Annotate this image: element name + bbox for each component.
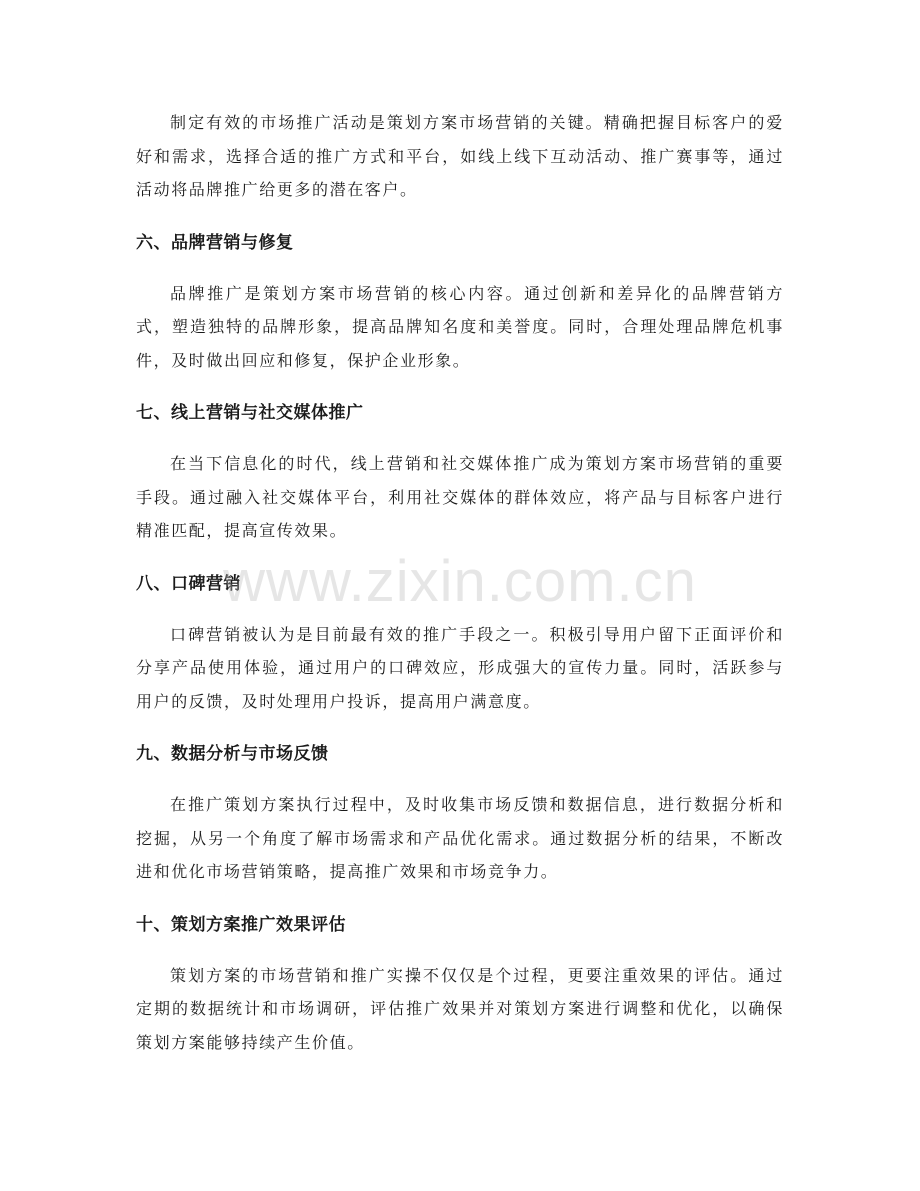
watermark-text: www.zixin.com.cn	[223, 549, 697, 614]
intro-paragraph: 制定有效的市场推广活动是策划方案市场营销的关键。精确把握目标客户的爱好和需求，选择合适的推广方式和平台，如线上线下互动活动、推广赛事等，通过活动将品牌推广给更多的潜在客户。	[136, 113, 784, 199]
section-heading-7: 七、线上营销与社交媒体推广	[136, 403, 364, 423]
section-heading-9: 九、数据分析与市场反馈	[136, 744, 329, 764]
section-paragraph-10: 策划方案的市场营销和推广实操不仅仅是个过程，更要注重效果的评估。通过定期的数据统计和市场调研，评估推广效果并对策划方案进行调整和优化，以确保策划方案能够持续产生价值。	[136, 965, 784, 1052]
section-heading-8: 八、口碑营销	[136, 573, 241, 594]
section-paragraph-9: 在推广策划方案执行过程中，及时收集市场反馈和数据信息，进行数据分析和挖掘，从另一个角度了解市场需求和产品优化需求。通过数据分析的结果，不断改进和优化市场营销策略，提高推广效果和市场竞争力。	[136, 795, 784, 881]
section-paragraph-8: 口碑营销被认为是目前最有效的推广手段之一。积极引导用户留下正面评价和分享产品使用体验，通过用户的口碑效应，形成强大的宣传力量。同时，活跃参与用户的反馈，及时处理用户投诉，提高用户满意度。	[136, 624, 784, 711]
section-paragraph-7: 在当下信息化的时代，线上营销和社交媒体推广成为策划方案市场营销的重要手段。通过融入社交媒体平台，利用社交媒体的群体效应，将产品与目标客户进行精准匹配，提高宣传效果。	[136, 454, 784, 540]
section-heading-10: 十、策划方案推广效果评估	[136, 914, 346, 935]
section-paragraph-6: 品牌推广是策划方案市场营销的核心内容。通过创新和差异化的品牌营销方式，塑造独特的品牌形象，提高品牌知名度和美誉度。同时，合理处理品牌危机事件，及时做出回应和修复，保护企业形象。	[136, 283, 784, 370]
section-heading-6: 六、品牌营销与修复	[136, 232, 294, 253]
document-body	[136, 106, 784, 1059]
